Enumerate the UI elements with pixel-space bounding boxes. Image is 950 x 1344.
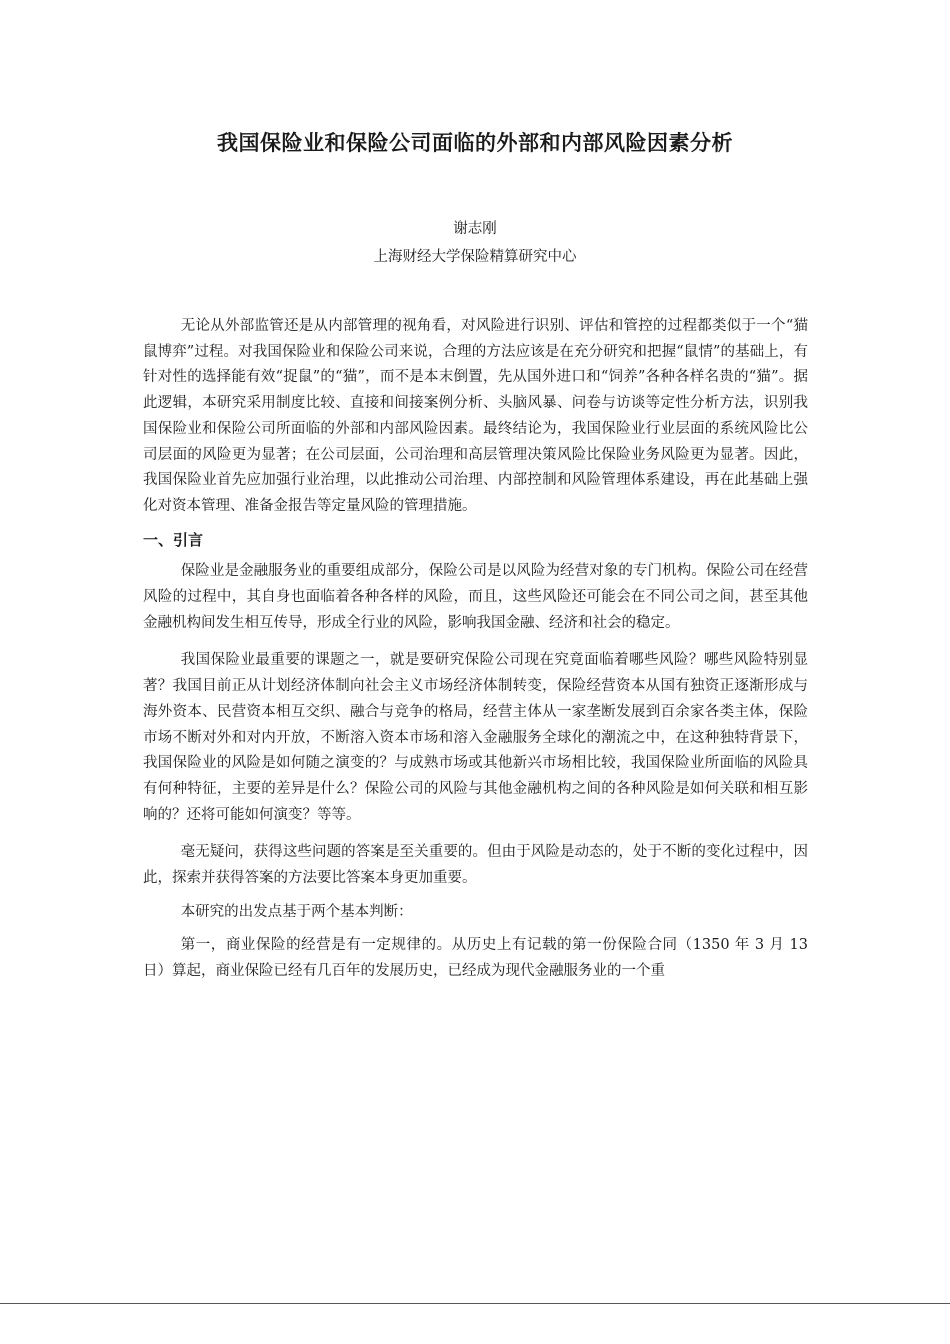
section-heading: 一、引言 bbox=[143, 530, 204, 549]
body-paragraph: 我国保险业最重要的课题之一，就是要研究保险公司现在究竟面临着哪些风险？哪些风险特别显著？我国目前正从计划经济体制向社会主义市场经济体制转变，保险经营资本从国有独资正逐渐形成与海外资本、民营资本相互交织、融合与竞争的格局，经营主体从一家垄断发展到百余家各类主体，保险市场不断对外和对内开放，不断溶入资本市场和溶入金融服务全球化的潮流之中，在这种独特背景下，我国保险业的风险是如何随之演变的？与成熟市场或其他新兴市场相比较，我国保险业所面临的风险具有何种特征，主要的差异是什么？保险公司的风险与其他金融机构之间的各种风险是如何关联和相互影响的？还将可能如何演变？等等。 bbox=[143, 652, 808, 823]
body-paragraph: 第一，商业保险的经营是有一定规律的。从历史上有记载的第一份保险合同（1350 年 3 月 13 日）算起，商业保险已经有几百年的发展历史，已经成为现代金融服务业的一个重 bbox=[143, 937, 808, 980]
body-paragraph: 保险业是金融服务业的重要组成部分，保险公司是以风险为经营对象的专门机构。保险公司在经营风险的过程中，其自身也面临着各种各样的风险，而且，这些风险还可能会在不同公司之间，甚至其他金融机构间发生相互传导，形成全行业的风险，影响我国金融、经济和社会的稳定。 bbox=[143, 563, 808, 631]
document-body bbox=[143, 314, 808, 985]
abstract-paragraph: 无论从外部监管还是从内部管理的视角看，对风险进行识别、评估和管控的过程都类似于一个“猫鼠博弈”过程。对我国保险业和保险公司来说，合理的方法应该是在充分研究和把握“鼠情”的基础上，有针对性的选择能有效“捉鼠”的“猫”，而不是本末倒置，先从国外进口和“饲养”各种各样名贵的“猫”。据此逻辑，本研究采用制度比较、直接和间接案例分析、头脑风暴、问卷与访谈等定性分析方法，识别我国保险业和保险公司所面临的外部和内部风险因素。最终结论为，我国保险业行业层面的系统风险比公司层面的风险更为显著；在公司层面，公司治理和高层管理决策风险比保险业务风险更为显著。因此，我国保险业首先应加强行业治理，以此推动公司治理、内部控制和风险管理体系建设，再在此基础上强化对资本管理、准备金报告等定量风险的管理措施。 bbox=[143, 318, 808, 514]
footer-divider bbox=[0, 1303, 950, 1304]
author-name: 谢志刚 bbox=[453, 221, 497, 237]
body-paragraph: 毫无疑问，获得这些问题的答案是至关重要的。但由于风险是动态的，处于不断的变化过程中，因此，探索并获得答案的方法要比答案本身更加重要。 bbox=[143, 844, 808, 887]
document-title: 我国保险业和保险公司面临的外部和内部风险因素分析 bbox=[217, 131, 733, 155]
author-affiliation: 上海财经大学保险精算研究中心 bbox=[373, 249, 577, 265]
body-paragraph: 本研究的出发点基于两个基本判断： bbox=[180, 903, 413, 920]
